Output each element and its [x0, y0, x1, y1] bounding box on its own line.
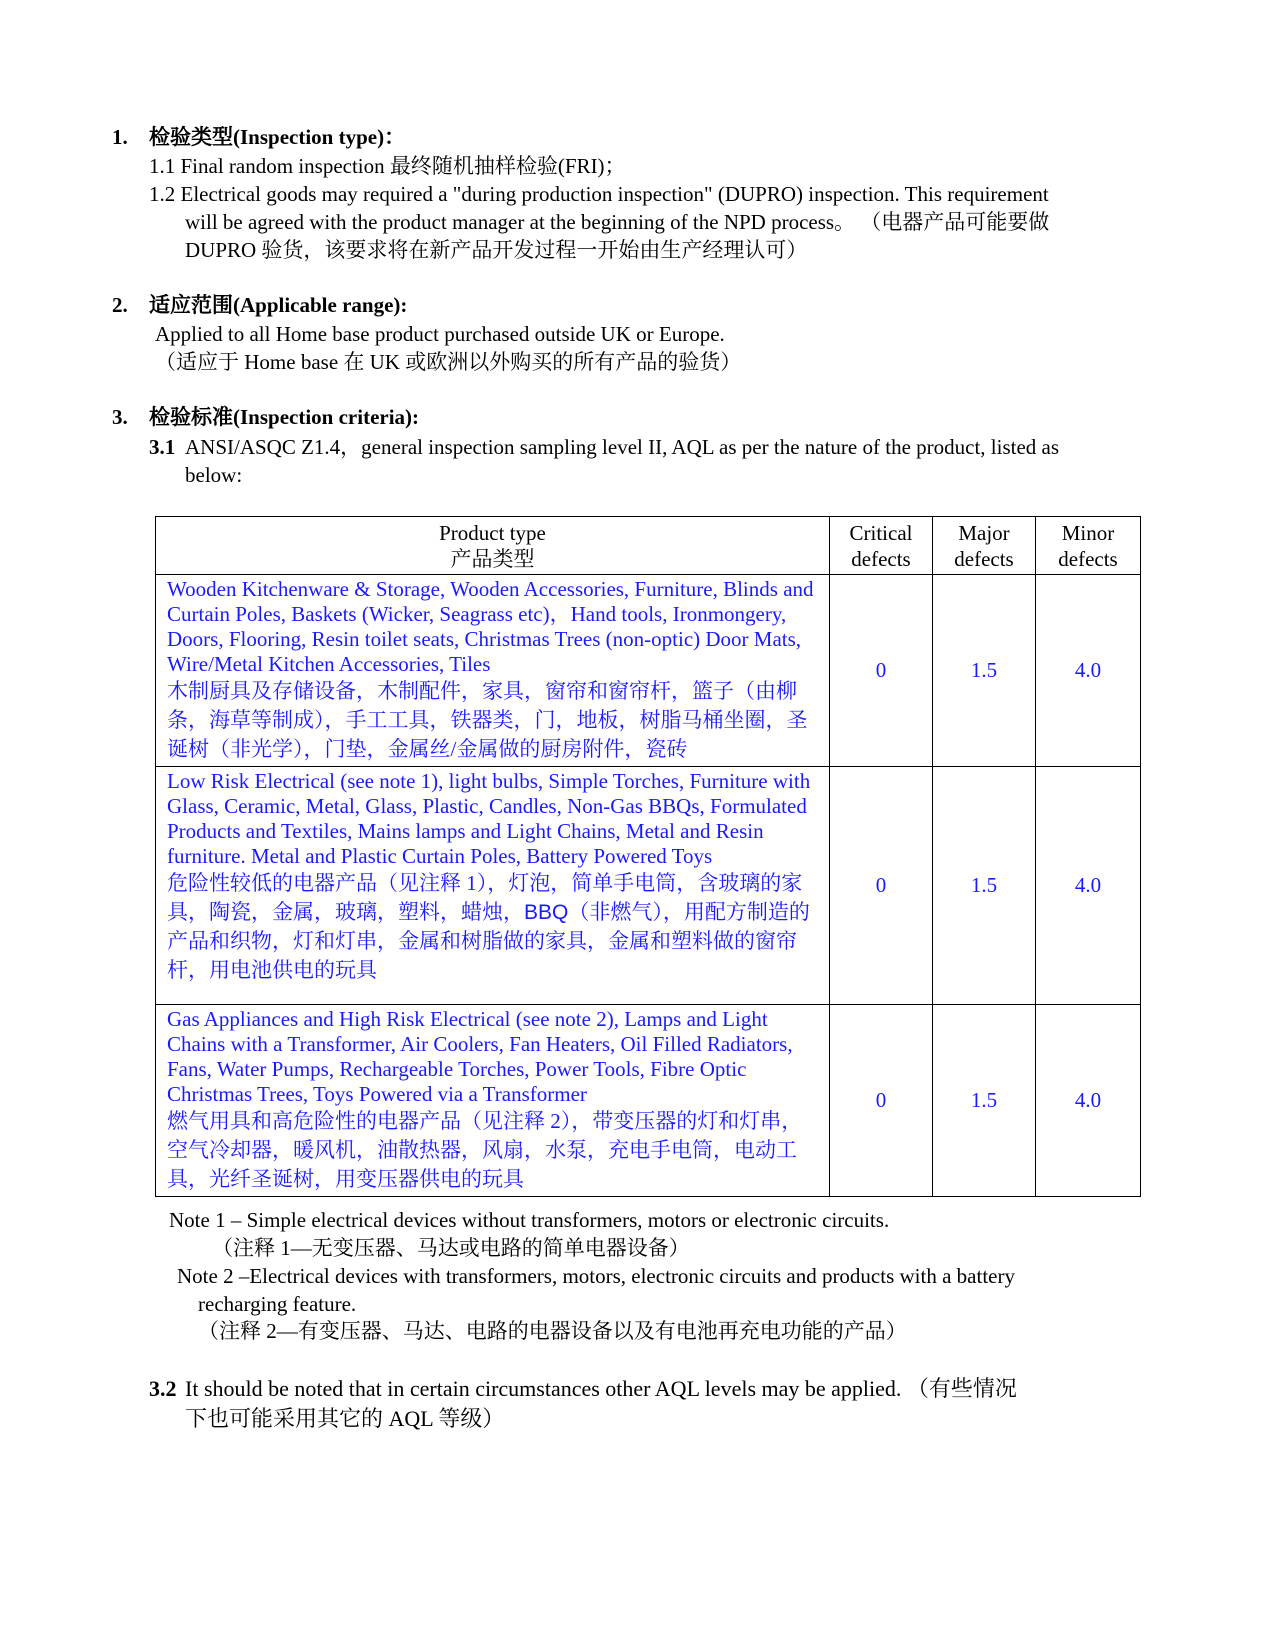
note-2-cn: （注释 2—有变压器、马达、电路的电器设备以及有电池再充电功能的产品）	[198, 1319, 907, 1343]
header-minor-line1: Minor	[1061, 520, 1115, 545]
row-2-critical: 0	[830, 767, 933, 1005]
item-3-1-line2: below:	[185, 463, 243, 487]
row-3-cn: 燃气用具和高危险性的电器产品（见注释 2），带变压器的灯和灯串，空气冷却器，暖风机，油散热器，风扇，水泵，充电手电筒，电动工具，光纤圣诞树，用变压器供电的玩具	[167, 1109, 803, 1191]
row-2-minor: 4.0	[1036, 767, 1141, 1005]
row-3-major: 1.5	[933, 1005, 1036, 1197]
row-3-en: Gas Appliances and High Risk Electrical (see note 2), Lamps and Light Chains with a Transformer, Air Coolers, Fan Heaters, Oil Filled Radiators, Fans, Water Pumps, Rechargeable Torches, Power Tools, Fibre Optic Christmas Trees, Toys Powered via a Transformer	[167, 1007, 793, 1106]
item-3-2-number: 3.2	[149, 1376, 177, 1401]
header-major-line1: Major	[958, 520, 1010, 545]
table-row	[156, 575, 1141, 767]
item-3-1-number: 3.1	[149, 435, 176, 459]
header-critical-line2: defects	[851, 546, 911, 571]
section-1-number: 1.	[112, 125, 128, 149]
row-3-product-type	[156, 1005, 830, 1197]
header-major-defects	[933, 517, 1036, 575]
header-product-type	[156, 517, 830, 575]
item-1-2-line3: DUPRO 验货，该要求将在新产品开发过程一开始由生产经理认可）	[185, 238, 808, 262]
row-3-critical: 0	[830, 1005, 933, 1197]
table-header-row	[156, 517, 1141, 575]
section-2-title: 适应范围(Applicable range):	[149, 293, 408, 317]
header-minor-defects	[1036, 517, 1141, 575]
table-row	[156, 1005, 1141, 1197]
section-3-number: 3.	[112, 405, 128, 429]
aql-table	[155, 516, 1141, 1197]
section-2-number: 2.	[112, 293, 128, 317]
row-2-major: 1.5	[933, 767, 1036, 1005]
section-2-line2: （适应于 Home base 在 UK 或欧洲以外购买的所有产品的验货）	[155, 350, 742, 374]
row-1-product-type	[156, 575, 830, 767]
item-3-2-line1: It should be noted that in certain circumstances other AQL levels may be applied. （有些情况	[185, 1376, 1017, 1401]
row-2-product-type	[156, 767, 830, 1005]
section-1-title: 检验类型(Inspection type)：	[149, 125, 406, 149]
note-1-cn: （注释 1—无变压器、马达或电路的简单电器设备）	[212, 1236, 690, 1260]
table-row	[156, 767, 1141, 1005]
section-3-title: 检验标准(Inspection criteria):	[149, 405, 420, 429]
header-product-type-cn: 产品类型	[450, 546, 535, 571]
header-product-type-en: Product type	[439, 520, 546, 545]
item-1-1: 1.1 Final random inspection 最终随机抽样检验(FRI)；	[149, 154, 626, 178]
header-critical-line1: Critical	[849, 520, 913, 545]
note-2-en-line2: recharging feature.	[198, 1292, 357, 1316]
row-1-cn: 木制厨具及存储设备，木制配件，家具，窗帘和窗帘杆，篮子（由柳条，海草等制成），手工工具，铁器类，门，地板，树脂马桶坐圈，圣诞树（非光学），门垫，金属丝/金属做的厨房附件，瓷砖	[167, 679, 808, 761]
header-minor-line2: defects	[1058, 546, 1118, 571]
header-critical-defects	[830, 517, 933, 575]
header-major-line2: defects	[954, 546, 1014, 571]
row-1-major: 1.5	[933, 575, 1036, 767]
section-2-line1: Applied to all Home base product purchased outside UK or Europe.	[155, 322, 725, 346]
note-2-en-line1: Note 2 –Electrical devices with transformers, motors, electronic circuits and products with a battery	[177, 1264, 1015, 1288]
row-2-cn-part-a: 危险性较低的电器产品（见注释 1），灯泡，简单手电筒，含玻璃的家具，陶瓷，金属，玻璃，塑料，蜡烛，	[167, 871, 803, 924]
row-2-cn	[167, 869, 821, 985]
row-2-cn-part-b: （非燃气），用配方制造的产品和织物，灯和灯串，金属和树脂做的家具，金属和塑料做的窗帘杆，用电池供电的玩具	[167, 900, 810, 982]
row-1-en: Wooden Kitchenware & Storage, Wooden Accessories, Furniture, Blinds and Curtain Poles, Baskets (Wicker, Seagrass etc)，Hand tools, Ironmongery, Doors, Flooring, Resin toilet seats, Christmas Trees (non-optic) Door Mats, Wire/Metal Kitchen Accessories, Tiles	[167, 577, 814, 676]
item-1-2-line1: 1.2 Electrical goods may required a "during production inspection" (DUPRO) inspection. This requirement	[149, 182, 1049, 206]
row-1-critical: 0	[830, 575, 933, 767]
item-3-1-line1: ANSI/ASQC Z1.4，general inspection sampling level II, AQL as per the nature of the product, listed as	[185, 435, 1060, 459]
row-3-minor: 4.0	[1036, 1005, 1141, 1197]
note-1-en: Note 1 – Simple electrical devices without transformers, motors or electronic circuits.	[169, 1208, 890, 1232]
item-3-2-line2: 下也可能采用其它的 AQL 等级）	[185, 1406, 505, 1431]
row-2-en: Low Risk Electrical (see note 1), light bulbs, Simple Torches, Furniture with Glass, Ceramic, Metal, Glass, Plastic, Candles, Non-Gas BBQs, Formulated Products and Textiles, Mains lamps and Light Chains, Metal and Resin furniture. Metal and Plastic Curtain Poles, Battery Powered Toys	[167, 769, 811, 868]
row-1-minor: 4.0	[1036, 575, 1141, 767]
item-1-2-line2: will be agreed with the product manager at the beginning of the NPD process。 （电器产品可能要做	[185, 210, 1050, 234]
row-2-cn-bbq: BBQ	[524, 901, 569, 924]
